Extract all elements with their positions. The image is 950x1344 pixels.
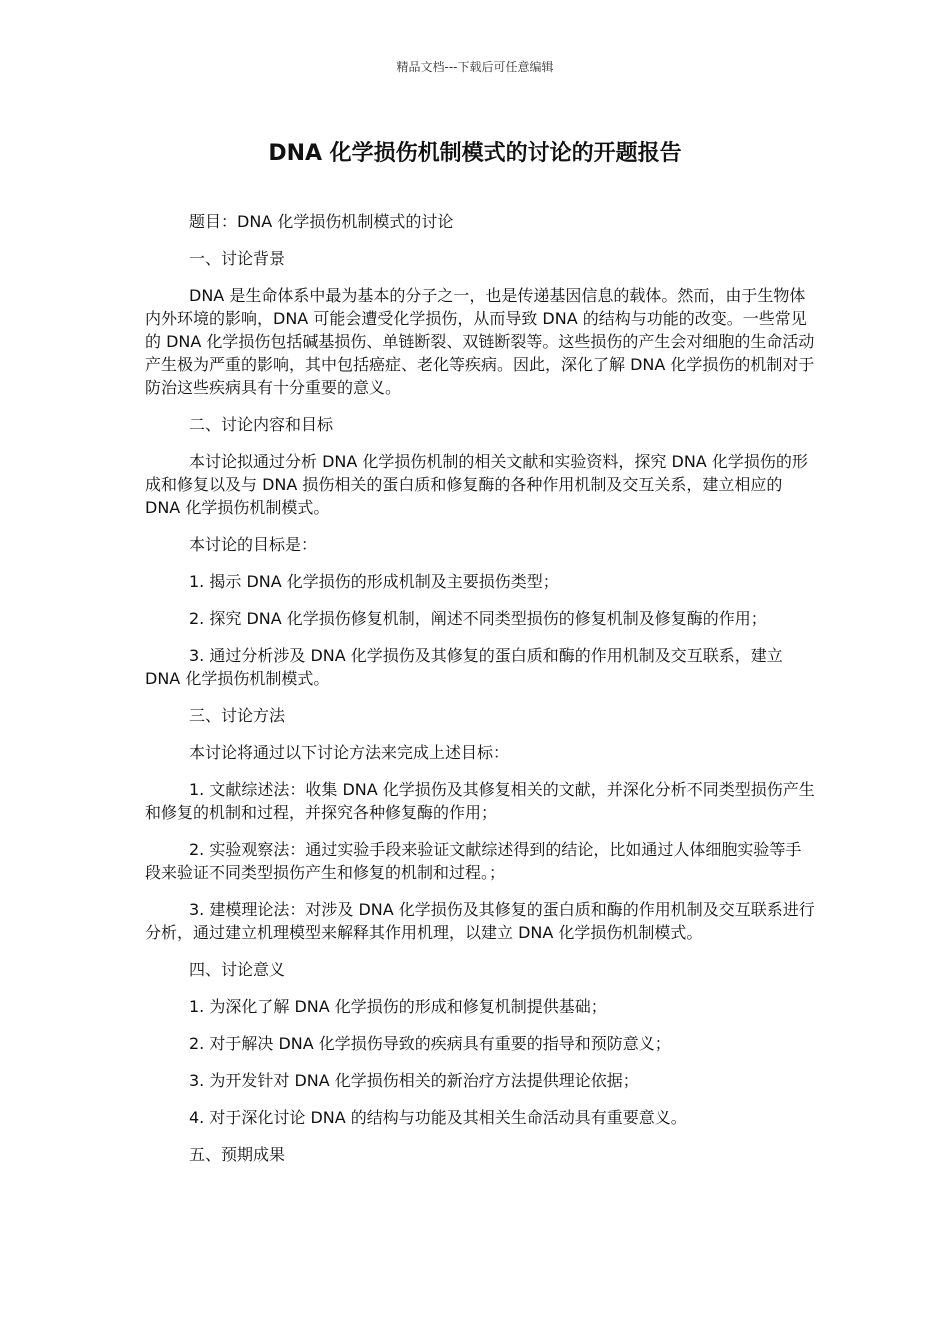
method-item-1: 1. 文献综述法：收集 DNA 化学损伤及其修复相关的文献，并深化分析不同类型损伤产生和修复的机制和过程，并探究各种修复酶的作用；: [145, 780, 815, 822]
method-item-2: 2. 实验观察法：通过实验手段来验证文献综述得到的结论，比如通过人体细胞实验等手段来验证不同类型损伤产生和修复的机制和过程。；: [145, 840, 802, 882]
paragraph-content: 本讨论拟通过分析 DNA 化学损伤机制的相关文献和实验资料，探究 DNA 化学损伤的形成和修复以及与 DNA 损伤相关的蛋白质和修复酶的各种作用机制及交互关系，建立相应的 DNA 化学损伤机制模式。: [145, 452, 808, 517]
goal-item-1: 1. 揭示 DNA 化学损伤的形成机制及主要损伤类型；: [189, 572, 559, 591]
significance-item-4: 4. 对于深化讨论 DNA 的结构与功能及其相关生命活动具有重要意义。: [189, 1108, 687, 1127]
section-heading-expected-results: 五、预期成果: [189, 1145, 286, 1164]
document-body: [145, 210, 815, 1180]
section-heading-significance: 四、讨论意义: [189, 960, 286, 979]
paragraph-methods-intro: 本讨论将通过以下讨论方法来完成上述目标：: [189, 743, 510, 762]
document-title: DNA 化学损伤机制模式的讨论的开题报告: [268, 141, 682, 166]
method-item-3: 3. 建模理论法：对涉及 DNA 化学损伤及其修复的蛋白质和酶的作用机制及交互联系进行分析，通过建立机理模型来解释其作用机理，以建立 DNA 化学损伤机制模式。: [145, 900, 815, 942]
paragraph-background: DNA 是生命体系中最为基本的分子之一，也是传递基因信息的载体。然而，由于生物体内外环境的影响，DNA 可能会遭受化学损伤，从而导致 DNA 的结构与功能的改变。一些常见的 DNA 化学损伤包括碱基损伤、单链断裂、双链断裂等。这些损伤的产生会对细胞的生命活动产生极为严重的影响，其中包括癌症、老化等疾病。因此，深化了解 DNA 化学损伤的机制对于防治这些疾病具有十分重要的意义。: [145, 286, 815, 397]
section-heading-content-goals: 二、讨论内容和目标: [189, 415, 334, 434]
page-header-watermark: 精品文档---下载后可任意编辑: [396, 60, 554, 74]
section-heading-methods: 三、讨论方法: [189, 706, 286, 725]
paragraph-goals-intro: 本讨论的目标是：: [189, 535, 318, 554]
paragraph-topic: 题目：DNA 化学损伤机制模式的讨论: [189, 212, 454, 231]
significance-item-1: 1. 为深化了解 DNA 化学损伤的形成和修复机制提供基础；: [189, 997, 607, 1016]
section-heading-background: 一、讨论背景: [189, 249, 286, 268]
goal-item-3: 3. 通过分析涉及 DNA 化学损伤及其修复的蛋白质和酶的作用机制及交互联系，建立 DNA 化学损伤机制模式。: [145, 646, 788, 688]
significance-item-3: 3. 为开发针对 DNA 化学损伤相关的新治疗方法提供理论依据；: [189, 1071, 639, 1090]
significance-item-2: 2. 对于解决 DNA 化学损伤导致的疾病具有重要的指导和预防意义；: [189, 1034, 671, 1053]
goal-item-2: 2. 探究 DNA 化学损伤修复机制，阐述不同类型损伤的修复机制及修复酶的作用；: [189, 609, 767, 628]
